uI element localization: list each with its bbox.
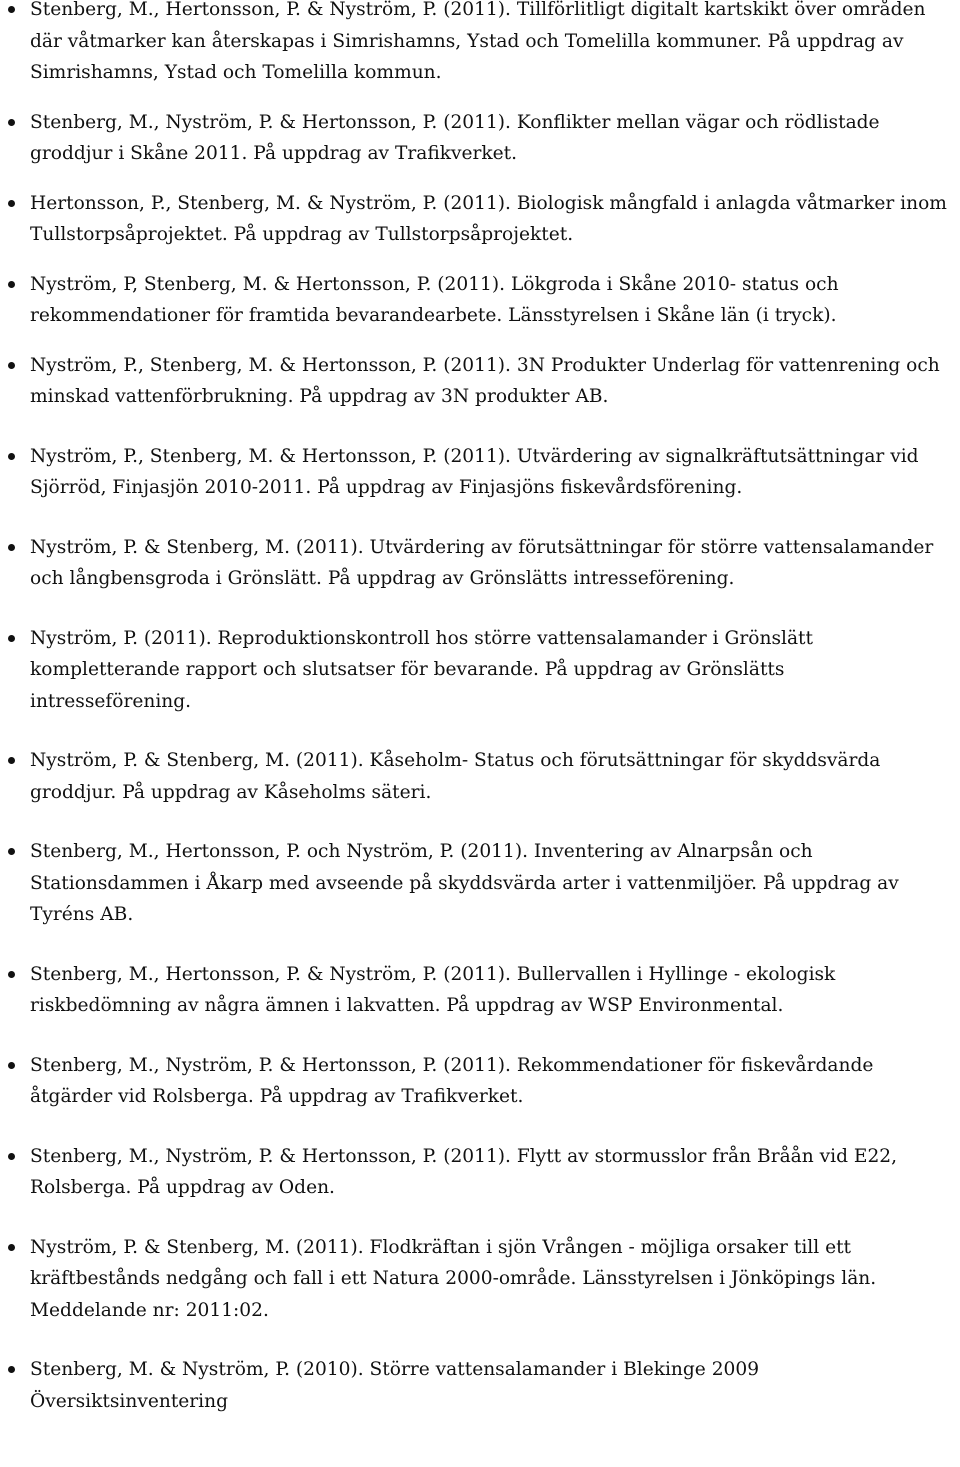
list-item: Nyström, P., Stenberg, M. & Hertonsson, P. (2011). Utvärdering av signalkräftutsättningar vid Sjörröd, Finjasjön 2010-2011. På uppdrag av Finjasjöns fiskevårdsförening. (30, 441, 948, 504)
list-item: Stenberg, M., Nyström, P. & Hertonsson, P. (2011). Konflikter mellan vägar och rödlistade groddjur i Skåne 2011. På uppdrag av Trafikverket. (30, 107, 948, 170)
list-item: Stenberg, M., Hertonsson, P. och Nyström, P. (2011). Inventering av Alnarpsån och Stationsdammen i Åkarp med avseende på skyddsvärda arter i vattenmiljöer. På uppdrag av Tyréns AB. (30, 836, 948, 931)
list-item: Nyström, P, Stenberg, M. & Hertonsson, P. (2011). Lökgroda i Skåne 2010- status och rekommendationer för framtida bevarandearbete. Länsstyrelsen i Skåne län (i tryck). (30, 269, 948, 332)
list-item: Stenberg, M., Nyström, P. & Hertonsson, P. (2011). Flytt av stormusslor från Bråån vid E22, Rolsberga. På uppdrag av Oden. (30, 1141, 948, 1204)
list-item: Nyström, P., Stenberg, M. & Hertonsson, P. (2011). 3N Produkter Underlag för vattenrening och minskad vattenförbrukning. På uppdrag av 3N produkter AB. (30, 350, 948, 413)
list-item: Stenberg, M., Hertonsson, P. & Nyström, P. (2011). Tillförlitligt digitalt kartskikt över områden där våtmarker kan återskapas i Simrishamns, Ystad och Tomelilla kommuner. På uppdrag av Simrishamns, Ystad och Tomelilla kommun. (30, 0, 948, 89)
list-item: Stenberg, M., Hertonsson, P. & Nyström, P. (2011). Bullervallen i Hyllinge - ekologisk riskbedömning av några ämnen i lakvatten. På uppdrag av WSP Environmental. (30, 959, 948, 1022)
list-item: Nyström, P. & Stenberg, M. (2011). Utvärdering av förutsättningar för större vattensalamander och långbensgroda i Grönslätt. På uppdrag av Grönslätts intresseförening. (30, 532, 948, 595)
list-item: Stenberg, M. & Nyström, P. (2010). Större vattensalamander i Blekinge 2009 Översiktsinventering (30, 1354, 948, 1417)
list-item: Nyström, P. & Stenberg, M. (2011). Kåseholm- Status och förutsättningar för skyddsvärda groddjur. På uppdrag av Kåseholms säteri. (30, 745, 948, 808)
list-item: Nyström, P. & Stenberg, M. (2011). Flodkräftan i sjön Vrången - möjliga orsaker till ett kräftbestånds nedgång och fall i ett Natura 2000-område. Länsstyrelsen i Jönköpings län. Meddelande nr: 2011:02. (30, 1232, 948, 1327)
reference-list (30, 0, 948, 1417)
list-item: Nyström, P. (2011). Reproduktionskontroll hos större vattensalamander i Grönslätt kompletterande rapport och slutsatser för bevarande. På uppdrag av Grönslätts intresseförening. (30, 623, 948, 718)
list-item: Hertonsson, P., Stenberg, M. & Nyström, P. (2011). Biologisk mångfald i anlagda våtmarker inom Tullstorpsåprojektet. På uppdrag av Tullstorpsåprojektet. (30, 188, 948, 251)
list-item: Stenberg, M., Nyström, P. & Hertonsson, P. (2011). Rekommendationer för fiskevårdande åtgärder vid Rolsberga. På uppdrag av Trafikverket. (30, 1050, 948, 1113)
